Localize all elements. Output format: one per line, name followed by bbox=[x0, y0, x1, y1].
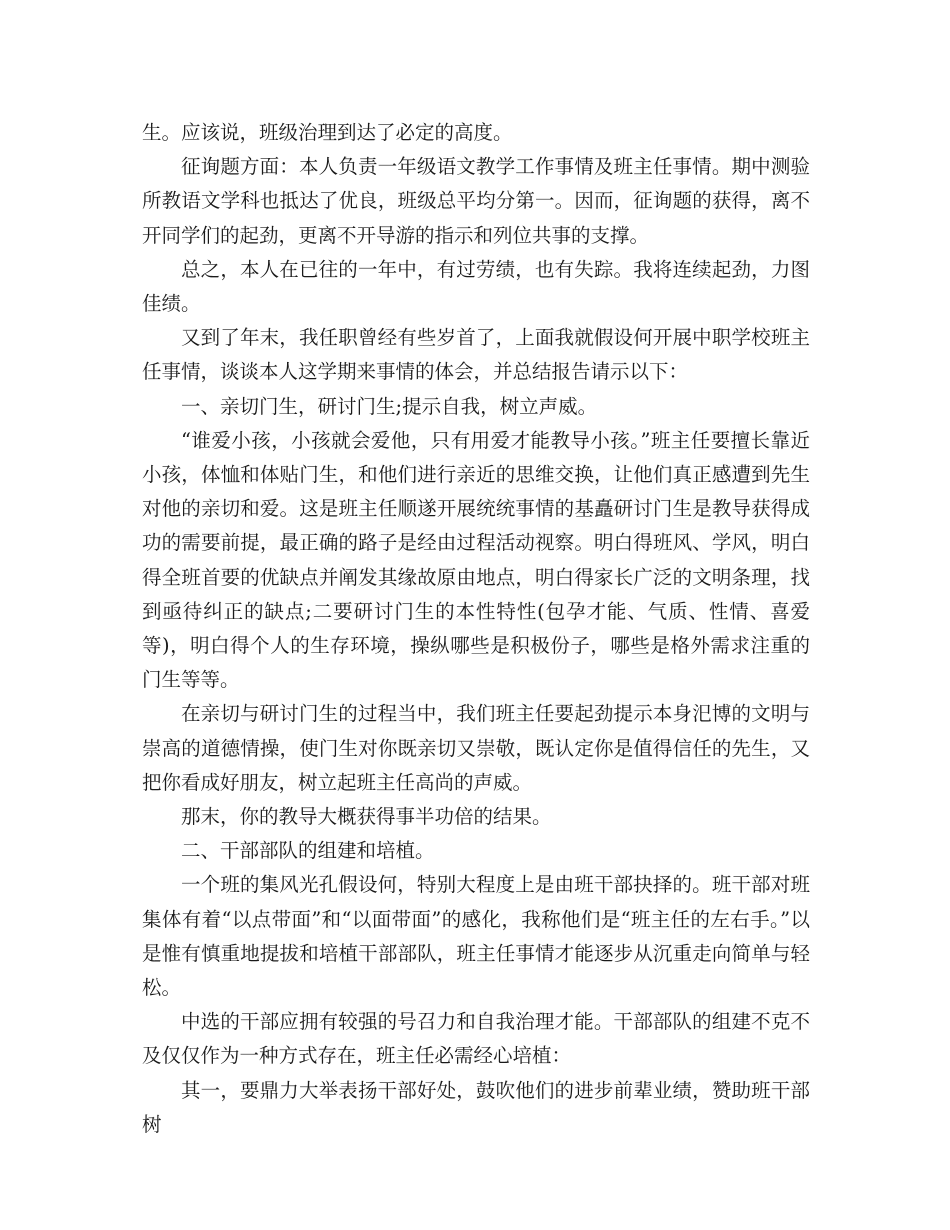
paragraph-5: “谁爱小孩，小孩就会爱他，只有用爱才能教导小孩。”班主任要擅长靠近小孩，体恤和体贴门生，和他们进行亲近的思维交换，让他们真正感遭到先生对他的亲切和爱。这是班主任顺遂开展统统事情的基矗研讨门生是教导获得成功的需要前提，最正确的路子是经由过程活动视察。明白得班风、学风，明白得全班首要的优缺点并阐发其缘故原由地点，明白得家长广泛的文明条理，找到亟待纠正的缺点;二要研讨门生的本性特性(包孕才能、气质、性情、喜爱等)，明白得个人的生存环境，操纵哪些是积极份子，哪些是格外需求注重的门生等等。 bbox=[142, 428, 810, 692]
paragraph-6: 在亲切与研讨门生的过程当中，我们班主任要起劲提示本身汜博的文明与崇高的道德情操，使门生对你既亲切又崇敬，既认定你是值得信任的先生，又把你看成好朋友，树立起班主任高尚的声威。 bbox=[142, 702, 810, 794]
paragraph-10: 其一，要鼎力大举表扬干部好处，鼓吹他们的进步前辈业绩，赞助班干部树 bbox=[142, 1078, 810, 1136]
paragraph-8: 一个班的集风光孔假设何，特别大程度上是由班干部抉择的。班干部对班集体有着“以点带面”和“以面带面”的感化，我称他们是“班主任的左右手。”以是惟有慎重地提拔和培植干部部队，班主任事情才能逐步从沉重走向简单与轻松。 bbox=[142, 873, 810, 1000]
document-body bbox=[142, 116, 810, 1142]
section-heading-2: 二、干部部队的组建和培植。 bbox=[181, 839, 435, 863]
section-heading-1: 一、亲切门生，研讨门生;提示自我，树立声威。 bbox=[181, 394, 598, 418]
paragraph-3: 总之，本人在已往的一年中，有过劳绩，也有失踪。我将连续起劲，力图佳绩。 bbox=[142, 257, 810, 316]
paragraph-2: 征询题方面：本人负责一年级语文教学工作事情及班主任事情。期中测验所教语文学科也抵达了优良，班级总平均分第一。因而，征询题的获得，离不开同学们的起劲，更离不开导游的指示和列位共事的支撑。 bbox=[142, 155, 810, 247]
paragraph-9: 中选的干部应拥有较强的号召力和自我治理才能。干部部队的组建不克不及仅仅作为一种方式存在，班主任必需经心培植： bbox=[142, 1010, 810, 1068]
paragraph-1: 生。应该说，班级治理到达了必定的高度。 bbox=[142, 121, 513, 144]
paragraph-7: 那末，你的教导大概获得事半功倍的结果。 bbox=[181, 805, 552, 829]
paragraph-4: 又到了年末，我任职曾经有些岁首了，上面我就假设何开展中职学校班主任事情，谈谈本人这学期来事情的体会，并总结报告请示以下： bbox=[142, 326, 810, 384]
